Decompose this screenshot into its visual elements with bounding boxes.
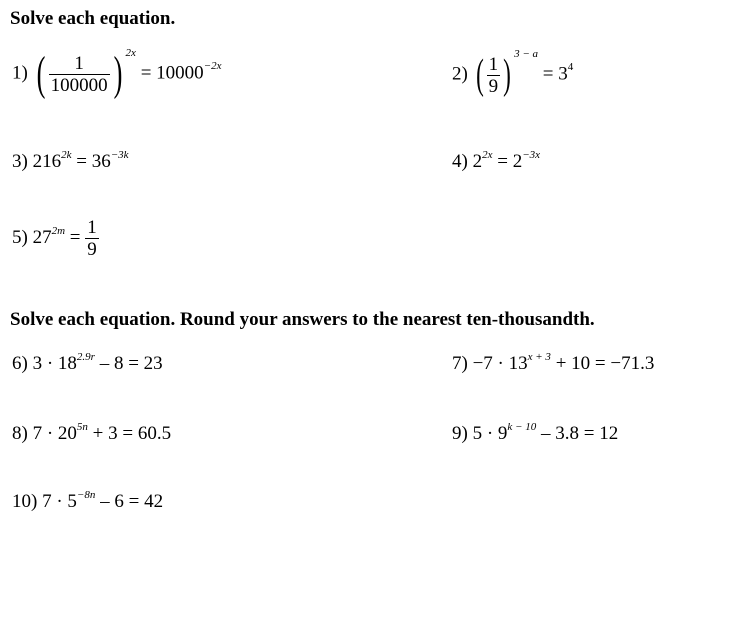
problem-number: 10) [12, 491, 38, 512]
dot-operator: · [46, 353, 54, 374]
constant-term: 3.8 [555, 423, 579, 444]
exponent: 3 − a [514, 48, 539, 61]
left-paren: ( [475, 52, 484, 98]
rhs-value: 23 [143, 353, 163, 374]
problem-10 [12, 489, 164, 512]
left-paren: ( [36, 47, 45, 100]
problem-4 [452, 149, 540, 172]
problem-8 [12, 421, 172, 444]
problem-7 [452, 351, 655, 374]
fraction-denominator: 9 [87, 239, 97, 260]
equals-sign: = [69, 226, 81, 248]
rhs-value: −71.3 [610, 353, 655, 374]
rhs-base: 10000 [156, 62, 204, 84]
exponent: −8n [76, 489, 96, 501]
coefficient: 5 [472, 423, 483, 444]
base: 20 [57, 423, 77, 444]
dot-operator: · [56, 491, 63, 512]
equals-sign: = [497, 151, 508, 172]
fraction [487, 55, 501, 96]
constant-term: 3 [108, 423, 118, 444]
right-paren: ) [113, 47, 122, 100]
rhs-exponent: −2x [203, 60, 222, 73]
equals-sign: = [122, 423, 134, 444]
problem-2 [452, 48, 574, 98]
rhs-value: 42 [144, 491, 164, 512]
problem-9 [452, 421, 619, 444]
fraction [85, 218, 99, 259]
plus-sign: + [555, 353, 567, 374]
problem-5 [12, 218, 99, 259]
section-heading-2: Solve each equation. Round your answers to the nearest ten-thousandth. [10, 309, 595, 330]
rhs-value: 60.5 [137, 423, 172, 444]
exponent: 5n [76, 421, 88, 433]
rhs-base: 2 [512, 151, 523, 172]
minus-sign: – [99, 353, 110, 374]
base: 2 [472, 151, 483, 172]
exponent: 2x [125, 47, 136, 60]
rhs-exponent: 4 [567, 61, 574, 74]
fraction-numerator: 1 [488, 53, 499, 75]
rhs-base: 3 [558, 63, 568, 85]
exponent: 2m [51, 224, 66, 237]
rhs-base: 36 [91, 151, 111, 172]
coefficient: 7 [42, 491, 52, 512]
dot-operator: · [497, 353, 504, 374]
minus-sign: – [100, 491, 110, 512]
dot-operator: · [46, 423, 54, 444]
problem-number: 4) [452, 151, 468, 172]
equals-sign: = [542, 63, 554, 85]
problem-number: 6) [12, 353, 28, 374]
rhs-exponent: −3k [110, 149, 129, 161]
equals-sign: = [128, 491, 140, 512]
problem-number: 2) [452, 63, 468, 85]
base: 18 [57, 353, 77, 374]
base: 13 [508, 353, 528, 374]
base: 9 [497, 423, 508, 444]
fraction [49, 54, 110, 95]
problem-number: 7) [452, 353, 468, 374]
base: 27 [32, 226, 52, 248]
plus-sign: + [92, 423, 104, 444]
coefficient: 7 [32, 423, 43, 444]
problem-3 [12, 149, 129, 172]
base: 5 [67, 491, 77, 512]
coefficient: −7 [472, 353, 493, 374]
problem-number: 8) [12, 423, 28, 444]
fraction-numerator: 1 [87, 217, 97, 238]
equals-sign: = [140, 62, 152, 84]
minus-sign: – [540, 423, 551, 444]
exponent: 2x [482, 149, 493, 161]
rhs-exponent: −3x [522, 149, 540, 161]
equals-sign: = [128, 353, 139, 374]
equals-sign: = [583, 423, 595, 444]
equals-sign: = [594, 353, 606, 374]
problem-number: 3) [12, 151, 28, 172]
rhs-value: 12 [599, 423, 619, 444]
problem-number: 1) [12, 62, 28, 84]
dot-operator: · [486, 423, 494, 444]
exponent: 2.9r [76, 351, 95, 363]
problem-6 [12, 351, 163, 374]
exponent: k − 10 [507, 421, 537, 433]
section-heading-1: Solve each equation. [10, 8, 176, 29]
fraction-denominator: 100000 [50, 74, 108, 96]
right-paren: ) [503, 52, 511, 98]
fraction-denominator: 9 [488, 75, 499, 97]
fraction-numerator: 1 [74, 52, 84, 74]
base: 216 [32, 151, 62, 172]
problem-number: 5) [12, 226, 28, 248]
equals-sign: = [76, 151, 87, 172]
constant-term: 6 [114, 491, 124, 512]
coefficient: 3 [32, 353, 43, 374]
exponent: x + 3 [527, 351, 551, 363]
constant-term: 10 [571, 353, 591, 374]
constant-term: 8 [113, 353, 124, 374]
exponent: 2k [61, 149, 72, 161]
problem-1 [12, 47, 222, 100]
problem-number: 9) [452, 423, 468, 444]
